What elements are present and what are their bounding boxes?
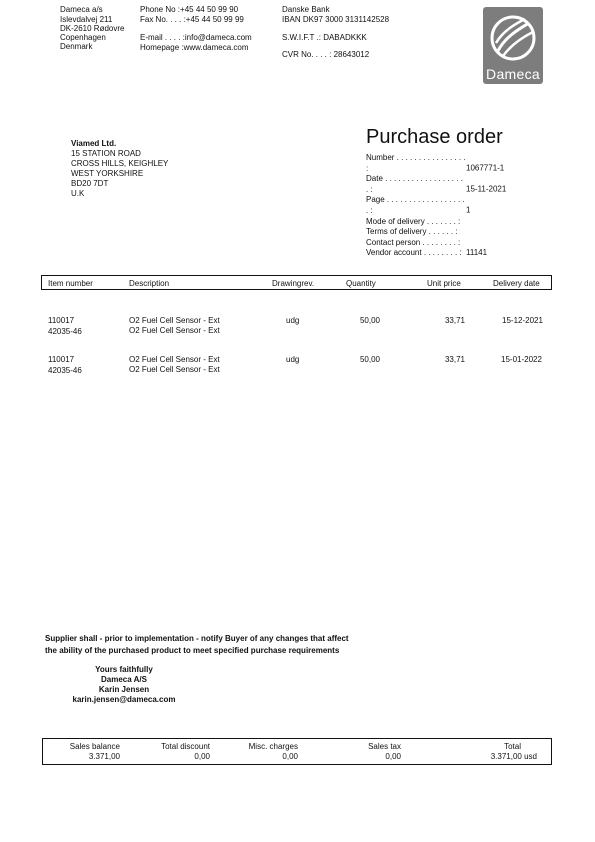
column-header-delivery-date: Delivery date	[493, 279, 540, 288]
recipient-address	[71, 139, 168, 199]
total-label: Total discount	[161, 742, 210, 751]
signature-line: Yours faithfully	[95, 665, 153, 674]
total-label: Total	[504, 742, 521, 751]
signature-line: karin.jensen@dameca.com	[72, 695, 176, 704]
order-fields	[366, 153, 506, 259]
signature-line: Dameca A/S	[101, 675, 147, 684]
order-field-row	[366, 174, 506, 195]
order-field-label: Vendor account . . . . . . . . :	[366, 248, 462, 258]
order-field-value: 15-11-2021	[466, 184, 507, 194]
fax-label: Fax No. . . . :	[140, 14, 186, 24]
total-sales-tax	[331, 742, 401, 762]
order-field-value: 1	[466, 205, 471, 215]
column-header-quantity: Quantity	[346, 279, 376, 288]
recipient-line: CROSS HILLS, KEIGHLEY	[71, 159, 169, 168]
address-line: Copenhagen	[60, 32, 106, 42]
description-cell	[129, 316, 220, 335]
total-label: Sales balance	[69, 742, 120, 751]
phone-value: +45 44 50 99 90	[180, 5, 239, 14]
total-value: 3.371,00	[88, 752, 120, 761]
item-number-cell	[48, 316, 82, 336]
order-field-label: Page . . . . . . . . . . . . . . . . . . . :	[366, 195, 465, 215]
quantity-cell: 50,00	[359, 355, 380, 364]
company-contact	[140, 5, 252, 52]
swift: S.W.I.F.T .: DABADKKK	[282, 33, 367, 42]
total-label: Misc. charges	[248, 742, 298, 751]
email-label: E-mail . . . . :	[140, 33, 185, 42]
homepage-row	[140, 43, 252, 53]
total-value: 0,00	[282, 752, 298, 761]
fax-row	[140, 15, 252, 25]
address-line: DK-2610 Rødovre	[60, 24, 125, 33]
order-field-label: Terms of delivery . . . . . . :	[366, 227, 458, 237]
homepage-value: www.dameca.com	[183, 42, 249, 52]
order-field-row	[366, 195, 506, 216]
iban: IBAN DK97 3000 3131142528	[282, 14, 390, 24]
item-secondary-number: 42035-46	[48, 326, 82, 336]
recipient-line: BD20 7DT	[71, 179, 109, 188]
bank-details	[282, 5, 389, 59]
delivery-date-cell: 15-12-2021	[502, 316, 543, 325]
drawing-rev-cell: udg	[286, 316, 300, 325]
order-field-label: Number . . . . . . . . . . . . . . . . :	[366, 153, 466, 173]
recipient-name: Viamed Ltd.	[71, 139, 117, 148]
recipient-line: WEST YORKSHIRE	[71, 169, 144, 178]
order-field-row	[366, 153, 506, 174]
address-line: Dameca a/s	[60, 5, 103, 14]
order-field-row	[366, 227, 506, 238]
phone-row	[140, 5, 252, 15]
notice-line: the ability of the purchased product to meet specified purchase requirements	[45, 645, 340, 655]
document-title: Purchase order	[366, 126, 503, 148]
homepage-label: Homepage :	[140, 42, 184, 52]
logo-text: Dameca	[486, 66, 540, 82]
signature-line: Karin Jensen	[98, 685, 150, 694]
cvr: CVR No. . . . : 28643012	[282, 49, 370, 59]
notice-line: Supplier shall - prior to implementation - notify Buyer of any changes that affect	[45, 634, 349, 643]
recipient-line: U.K	[71, 189, 85, 198]
bank-name: Danske Bank	[282, 5, 330, 14]
dameca-logo	[483, 7, 543, 84]
total-value: 0,00	[385, 752, 401, 761]
recipient-line: 15 STATION ROAD	[71, 149, 141, 158]
total-sales-balance	[50, 742, 120, 762]
description: O2 Fuel Cell Sensor - Ext	[129, 355, 220, 364]
delivery-date-cell: 15-01-2022	[501, 355, 542, 364]
order-field-label: Mode of delivery . . . . . . . :	[366, 216, 461, 226]
email-value: info@dameca.com	[184, 33, 252, 42]
unit-price-cell: 33,71	[444, 355, 465, 364]
item-secondary-number: 42035-46	[48, 365, 82, 375]
item-number: 110017	[48, 316, 75, 325]
supplier-notice	[45, 633, 349, 656]
company-address	[60, 5, 124, 52]
total-label: Sales tax	[368, 742, 401, 751]
email-row	[140, 33, 252, 43]
column-header-unit-price: Unit price	[427, 279, 461, 288]
order-field-row	[366, 238, 506, 249]
order-field-label: Contact person . . . . . . . . :	[366, 237, 461, 247]
fax-value: +45 44 50 99 99	[185, 14, 244, 24]
column-header-item-number: Item number	[48, 279, 93, 288]
description-secondary: O2 Fuel Cell Sensor - Ext	[129, 325, 220, 335]
total-value: 3.371,00 usd	[490, 752, 537, 761]
order-field-row	[366, 248, 506, 259]
total-discount	[140, 742, 210, 762]
order-field-row	[366, 217, 506, 228]
phone-label: Phone No :	[140, 5, 181, 14]
total-misc-charges	[228, 742, 298, 762]
total-value: 0,00	[194, 752, 210, 761]
column-header-description: Description	[129, 279, 170, 288]
total-amount	[457, 742, 537, 762]
item-number-cell	[48, 355, 82, 375]
order-field-value: 1067771-1	[466, 163, 505, 173]
order-field-label: Date . . . . . . . . . . . . . . . . . . . :	[366, 174, 463, 194]
description-secondary: O2 Fuel Cell Sensor - Ext	[129, 364, 220, 374]
description-cell	[129, 355, 220, 374]
address-line: Denmark	[60, 42, 93, 51]
address-line: Islevdalvej 211	[60, 14, 113, 24]
drawing-rev-cell: udg	[286, 355, 300, 364]
item-number: 110017	[48, 355, 75, 364]
description: O2 Fuel Cell Sensor - Ext	[129, 316, 220, 325]
column-header-drawingrev: Drawingrev.	[272, 279, 315, 288]
order-field-value: 11141	[466, 248, 488, 258]
unit-price-cell: 33,71	[444, 316, 465, 325]
quantity-cell: 50,00	[359, 316, 380, 325]
signature-block	[64, 665, 184, 705]
